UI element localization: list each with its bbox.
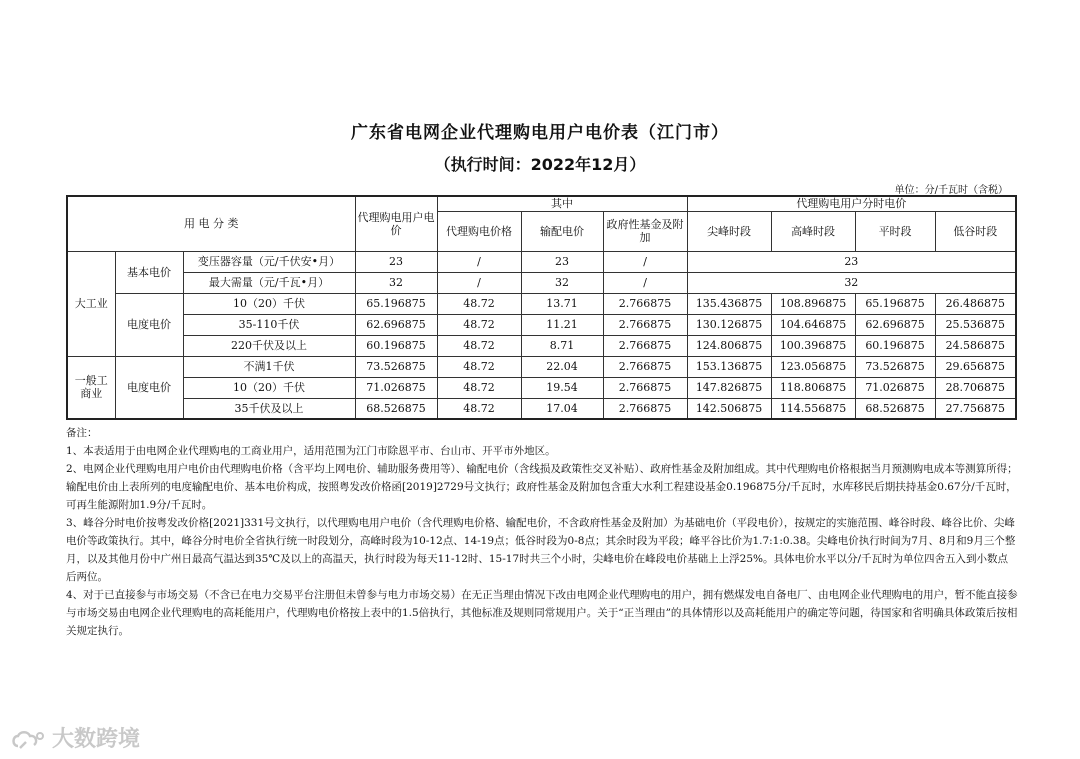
cell-trans: 22.04 [521, 356, 603, 377]
cell-tou-merged: 32 [687, 272, 1016, 293]
cell-peak-sharp: 142.506875 [687, 398, 771, 419]
row-label: 变压器容量（元/千伏安•月） [183, 251, 355, 272]
basic-price-label: 基本电价 [115, 251, 183, 293]
row-label: 35-110千伏 [183, 314, 355, 335]
cell-peak-sharp: 153.136875 [687, 356, 771, 377]
cell-fund: 2.766875 [603, 293, 687, 314]
table-row [67, 272, 1016, 293]
cell-peak: 108.896875 [771, 293, 855, 314]
cell-peak-sharp: 147.826875 [687, 377, 771, 398]
cell-valley: 25.536875 [935, 314, 1016, 335]
cell-proxy: / [437, 251, 521, 272]
watermark-text: 大数跨境 [52, 727, 141, 752]
note-item-2: 2、电网企业代理购电用户电价由代理购电价格（含平均上网电价、辅助服务费用等）、输配电价（含线损及政策性交叉补贴）、政府性基金及附加组成。其中代理购电价格根据当月预测购电成本等测算所得；输配电价由上表所列的电度输配电价、基本电价构成，按照粤发改价格函[2019]2729号文执行；政府性基金及附加包含重大水利工程建设基金0.196875分/千瓦时，水库移民后期扶持基金0.67分/千瓦时，可再生能源附加1.9分/千瓦时。 [66, 463, 1018, 511]
cell-valley: 24.586875 [935, 335, 1016, 356]
cell-flat: 60.196875 [855, 335, 935, 356]
cell-proxy: 48.72 [437, 293, 521, 314]
notes-section [66, 424, 1018, 640]
cell-trans: 19.54 [521, 377, 603, 398]
cell-fund: 2.766875 [603, 398, 687, 419]
unit-label: 单位：分/千瓦时（含税） [894, 185, 1008, 196]
cell-valley: 28.706875 [935, 377, 1016, 398]
header-tou-group: 代理购电用户分时电价 [687, 196, 1016, 211]
row-label: 10（20）千伏 [183, 377, 355, 398]
header-transmission: 输配电价 [521, 211, 603, 251]
table-row [67, 293, 1016, 314]
cell-fund: 2.766875 [603, 377, 687, 398]
cell-agent: 62.696875 [355, 314, 437, 335]
cell-proxy: 48.72 [437, 398, 521, 419]
cell-proxy: 48.72 [437, 314, 521, 335]
general-label-line2: 商业 [80, 387, 103, 401]
row-label: 35千伏及以上 [183, 398, 355, 419]
cell-valley: 27.756875 [935, 398, 1016, 419]
table-row [67, 335, 1016, 356]
header-agent-price: 代理购电用户电价 [355, 196, 437, 251]
row-label: 10（20）千伏 [183, 293, 355, 314]
cell-trans: 11.21 [521, 314, 603, 335]
cell-peak: 123.056875 [771, 356, 855, 377]
header-valley: 低谷时段 [935, 211, 1016, 251]
cell-fund: 2.766875 [603, 335, 687, 356]
cell-agent: 73.526875 [355, 356, 437, 377]
note-item-1: 1、本表适用于由电网企业代理购电的工商业用户，适用范围为江门市除恩平市、台山市、开平市外地区。 [66, 445, 556, 457]
row-label: 最大需量（元/千瓦•月） [183, 272, 355, 293]
cell-proxy: / [437, 272, 521, 293]
cell-trans: 23 [521, 251, 603, 272]
cell-trans: 8.71 [521, 335, 603, 356]
cell-proxy: 48.72 [437, 356, 521, 377]
table-row [67, 314, 1016, 335]
row-label: 220千伏及以上 [183, 335, 355, 356]
row-label: 不满1千伏 [183, 356, 355, 377]
cell-agent: 68.526875 [355, 398, 437, 419]
cell-proxy: 48.72 [437, 377, 521, 398]
header-peak: 高峰时段 [771, 211, 855, 251]
cell-agent: 71.026875 [355, 377, 437, 398]
cell-agent: 32 [355, 272, 437, 293]
cell-peak: 118.806875 [771, 377, 855, 398]
table-row [67, 251, 1016, 272]
header-gov-fund: 政府性基金及附加 [603, 211, 687, 251]
watermark [10, 722, 140, 753]
header-peak-sharp: 尖峰时段 [687, 211, 771, 251]
cell-flat: 65.196875 [855, 293, 935, 314]
note-item-3: 3、峰谷分时电价按粤发改价格[2021]331号文执行，以代理购电用户电价（含代理购电价格、输配电价，不含政府性基金及附加）为基础电价（平段电价），按规定的实施范围、峰谷时段、峰谷比价、尖峰电价等政策执行。其中，峰谷分时电价全省执行统一时段划分，高峰时段为10-12点、14-19点；低谷时段为0-8点；其余时段为平段；峰平谷比价为1.7:1:0.38。尖峰电价执行时间为7月、8月和9月三个整月，以及其他月份中广州日最高气温达到35℃及以上的高温天，执行时段为每天11-12时、15-17时共三个小时，尖峰电价在峰段电价基础上上浮25%。具体电价水平以分/千瓦时为单位四舍五入到小数点后两位。 [66, 517, 1016, 583]
energy-price-label: 电度电价 [115, 293, 183, 356]
cell-tou-merged: 23 [687, 251, 1016, 272]
tariff-table [66, 195, 1017, 420]
cell-valley: 29.656875 [935, 356, 1016, 377]
cell-peak-sharp: 135.436875 [687, 293, 771, 314]
cell-peak: 104.646875 [771, 314, 855, 335]
cell-peak: 100.396875 [771, 335, 855, 356]
note-item-4: 4、对于已直接参与市场交易（不含已在电力交易平台注册但未曾参与电力市场交易）在无正当理由情况下改由电网企业代理购电的用户，拥有燃煤发电自备电厂、由电网企业代理购电的用户，暂不能直接参与市场交易由电网企业代理购电的高耗能用户，代理购电价格按上表中的1.5倍执行，其他标准及规则同常规用户。关于“正当理由”的具体情形以及高耗能用户的确定等问题，待国家和省明确具体政策后按相关规定执行。 [66, 589, 1018, 637]
cell-flat: 73.526875 [855, 356, 935, 377]
cell-fund: 2.766875 [603, 314, 687, 335]
large-industry-label: 大工业 [67, 251, 115, 356]
cell-flat: 62.696875 [855, 314, 935, 335]
cell-peak-sharp: 124.806875 [687, 335, 771, 356]
general-commercial-label [67, 356, 115, 419]
energy-price-label: 电度电价 [115, 356, 183, 419]
cell-fund: / [603, 251, 687, 272]
cell-proxy: 48.72 [437, 335, 521, 356]
cell-agent: 23 [355, 251, 437, 272]
cell-trans: 32 [521, 272, 603, 293]
header-category: 用 电 分 类 [67, 196, 355, 251]
table-row [67, 377, 1016, 398]
cell-peak-sharp: 130.126875 [687, 314, 771, 335]
table-row [67, 398, 1016, 419]
general-label-line1: 一般工 [74, 374, 108, 388]
cell-fund: 2.766875 [603, 356, 687, 377]
document-title: 广东省电网企业代理购电用户电价表（江门市） [351, 123, 729, 143]
cell-flat: 71.026875 [855, 377, 935, 398]
cell-agent: 65.196875 [355, 293, 437, 314]
notes-heading: 备注： [66, 427, 98, 439]
cell-flat: 68.526875 [855, 398, 935, 419]
watermark-logo-icon [10, 728, 48, 752]
header-proxy-price: 代理购电价格 [437, 211, 521, 251]
document-subtitle: （执行时间：2022年12月） [434, 155, 646, 174]
table-row [67, 356, 1016, 377]
cell-valley: 26.486875 [935, 293, 1016, 314]
cell-fund: / [603, 272, 687, 293]
header-of-which: 其中 [437, 196, 687, 211]
cell-peak: 114.556875 [771, 398, 855, 419]
cell-trans: 17.04 [521, 398, 603, 419]
cell-agent: 60.196875 [355, 335, 437, 356]
header-flat: 平时段 [855, 211, 935, 251]
cell-trans: 13.71 [521, 293, 603, 314]
